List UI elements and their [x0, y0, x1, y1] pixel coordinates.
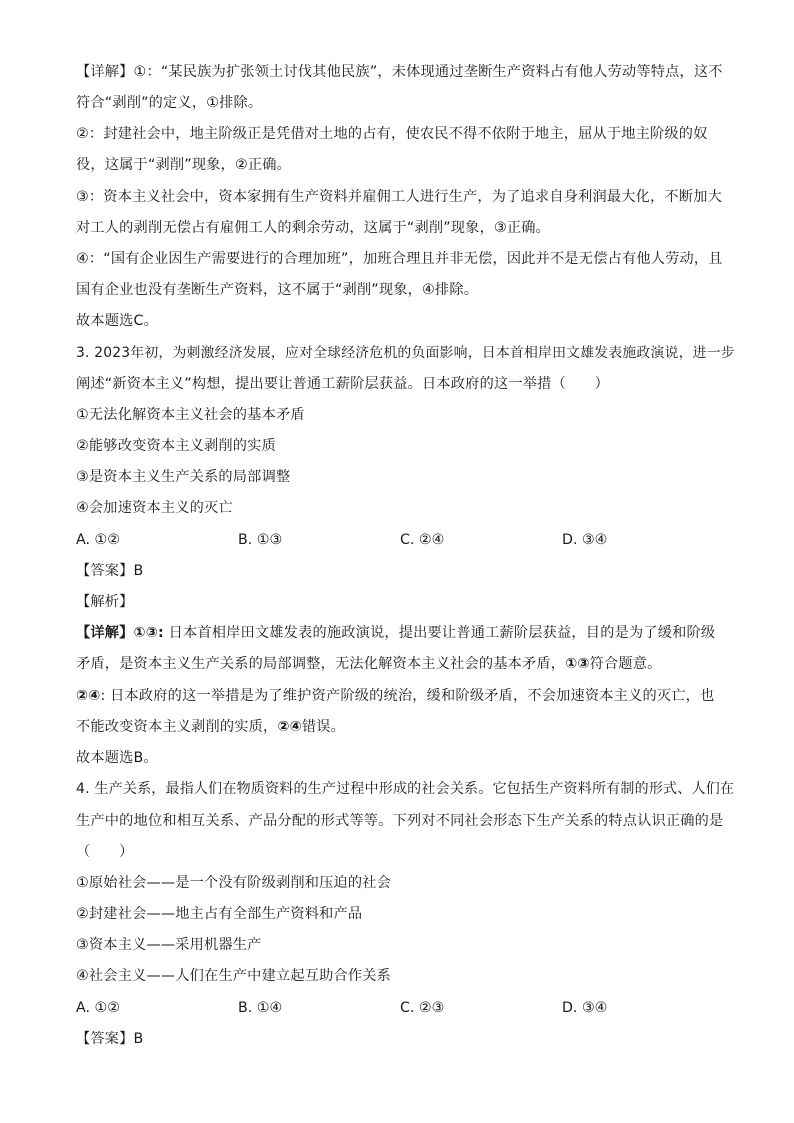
detail-text: 日本首相岸田文雄发表的施政演说，提出要让普通工薪阶层获益，目的是为了缓和阶级: [163, 625, 716, 641]
detail-ref: ①③: [565, 656, 590, 672]
detail-text: 错误。: [301, 719, 346, 735]
detail-line: [76, 654, 662, 674]
statement-3: ③资本主义——采用机器生产: [76, 937, 262, 953]
text-line: ②：封建社会中，地主阶级正是凭借对土地的占有，使农民不得不依附于地主，屈从于地主阶级的奴: [76, 126, 708, 142]
detail-label: 【详解】①③:: [76, 625, 164, 641]
text-line: 役，这属于“剥削”现象，②正确。: [76, 157, 292, 173]
option-d: D. ③④: [562, 532, 608, 548]
text-line: 符合“剥削”的定义，①排除。: [76, 95, 263, 111]
statement-4: ④社会主义——人们在生产中建立起互助合作关系: [76, 968, 392, 984]
detail-ref: ②④: [76, 688, 101, 704]
detail-line: [76, 623, 715, 643]
detail-text: : 日本政府的这一举措是为了维护资产阶级的统治，缓和阶级矛盾，不会加速资本主义的灭亡，也: [100, 688, 715, 704]
option-a: A. ①②: [76, 532, 120, 548]
statement-1: ①原始社会——是一个没有阶级剥削和压迫的社会: [76, 875, 392, 891]
detail-text: 不能改变资本主义剥削的实质，: [76, 719, 278, 735]
question-3-stem: 阐述“新资本主义”构想，提出要让普通工薪阶层获益。日本政府的这一举措（ ）: [76, 376, 610, 392]
text-line: 故本题选C。: [76, 313, 159, 329]
statement-2: ②封建社会——地主占有全部生产资料和产品: [76, 906, 363, 922]
option-c: C. ②④: [400, 532, 445, 548]
question-4-stem: 4. 生产关系，最指人们在物质资料的生产过程中形成的社会关系。它包括生产资料所有制的形式、人们在: [76, 781, 735, 797]
question-3-stem: 3. 2023年初，为刺激经济发展，应对全球经济危机的负面影响，日本首相岸田文雄发表施政演说，进一步: [76, 345, 735, 361]
option-b: B. ①③: [238, 532, 283, 548]
question-4-stem: 生产中的地位和相互关系、产品分配的形式等等。下列对不同社会形态下生产关系的特点认识正确的是: [76, 813, 724, 829]
answer-label: 【答案】B: [76, 563, 144, 579]
detail-ref: ②④: [277, 719, 302, 735]
answer-label: 【答案】B: [76, 1031, 144, 1047]
text-line: 对工人的剥削无偿占有雇佣工人的剩余劳动，这属于“剥削”现象，③正确。: [76, 220, 551, 236]
option-b: B. ①④: [238, 1000, 283, 1016]
text-line: ③：资本主义社会中，资本家拥有生产资料并雇佣工人进行生产，为了追求自身利润最大化，不断加大: [76, 189, 722, 205]
text-line: ④：“国有企业因生产需要进行的合理加班”，加班合理且并非无偿，因此并不是无偿占有他人劳动，且: [76, 251, 723, 267]
detail-text: 矛盾，是资本主义生产关系的局部调整，无法化解资本主义社会的基本矛盾，: [76, 656, 566, 672]
statement-2: ②能够改变资本主义剥削的实质: [76, 438, 276, 454]
question-4-stem: （ ）: [76, 844, 134, 860]
option-c: C. ②③: [400, 1000, 445, 1016]
statement-3: ③是资本主义生产关系的局部调整: [76, 469, 291, 485]
detail-text: 符合题意。: [589, 656, 662, 672]
option-d: D. ③④: [562, 1000, 608, 1016]
statement-4: ④会加速资本主义的灭亡: [76, 500, 233, 516]
text-line: 【详解】①：“某民族为扩张领土讨伐其他民族”，未体现通过垄断生产资料占有他人劳动等特点，这不: [76, 64, 723, 80]
conclusion-line: 故本题选B。: [76, 750, 158, 766]
analysis-label: 【解析】: [76, 594, 134, 610]
text-line: 国有企业也没有垄断生产资料，这不属于“剥削”现象，④排除。: [76, 282, 479, 298]
detail-line: [76, 686, 714, 706]
statement-1: ①无法化解资本主义社会的基本矛盾: [76, 407, 305, 423]
option-a: A. ①②: [76, 1000, 120, 1016]
detail-line: [76, 717, 345, 737]
